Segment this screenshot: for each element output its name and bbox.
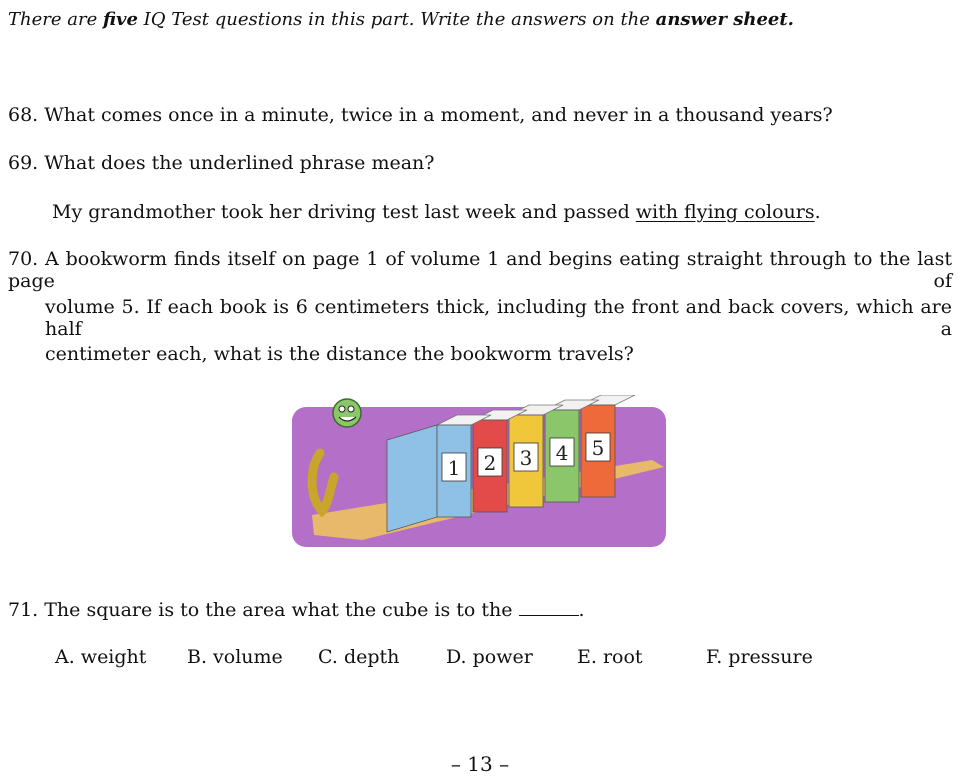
book-number: 4	[555, 441, 569, 465]
book-number: 5	[591, 436, 605, 460]
option-c: C. depth	[318, 646, 400, 668]
instructions-text: There are	[8, 9, 103, 30]
book-number: 1	[447, 456, 461, 480]
sentence-text: My grandmother took her driving test last week and passed	[52, 201, 636, 223]
option-f: F. pressure	[706, 646, 813, 668]
question-71-period: .	[578, 599, 585, 621]
question-70-line-2: volume 5. If each book is 6 centimeters thick, including the front and back covers, which are half a	[45, 296, 952, 340]
instructions-emph-count: five	[102, 9, 138, 30]
answer-blank	[519, 601, 579, 616]
question-70-line-3: centimeter each, what is the distance the bookworm travels?	[45, 343, 634, 365]
question-70-line-1: 70. A bookworm finds itself on page 1 of volume 1 and begins eating straight through to the last page of	[8, 248, 952, 292]
page-number: – 13 –	[450, 752, 510, 776]
book-number: 3	[519, 446, 533, 470]
option-d: D. power	[446, 646, 533, 668]
book-number: 2	[483, 451, 497, 475]
question-69: 69. What does the underlined phrase mean?	[8, 152, 435, 174]
worm-eye	[348, 406, 354, 412]
instructions-text: IQ Test questions in this part. Write the answers on the	[137, 9, 656, 30]
underlined-phrase: with flying colours	[635, 201, 815, 223]
book-cover-front	[387, 425, 437, 532]
instructions-emph-sheet: answer sheet.	[655, 9, 794, 30]
sentence-text: .	[814, 201, 821, 223]
option-a: A. weight	[55, 646, 147, 668]
option-b: B. volume	[187, 646, 283, 668]
worm-head	[333, 399, 361, 427]
question-71	[8, 599, 585, 621]
worm-eye	[339, 406, 345, 412]
question-68: 68. What comes once in a minute, twice in a moment, and never in a thousand years?	[8, 104, 833, 126]
instructions	[8, 9, 794, 30]
option-e: E. root	[577, 646, 643, 668]
question-69-sentence	[52, 201, 821, 223]
question-71-text: 71. The square is to the area what the cube is to the	[8, 599, 513, 621]
bookworm-illustration	[292, 395, 666, 550]
